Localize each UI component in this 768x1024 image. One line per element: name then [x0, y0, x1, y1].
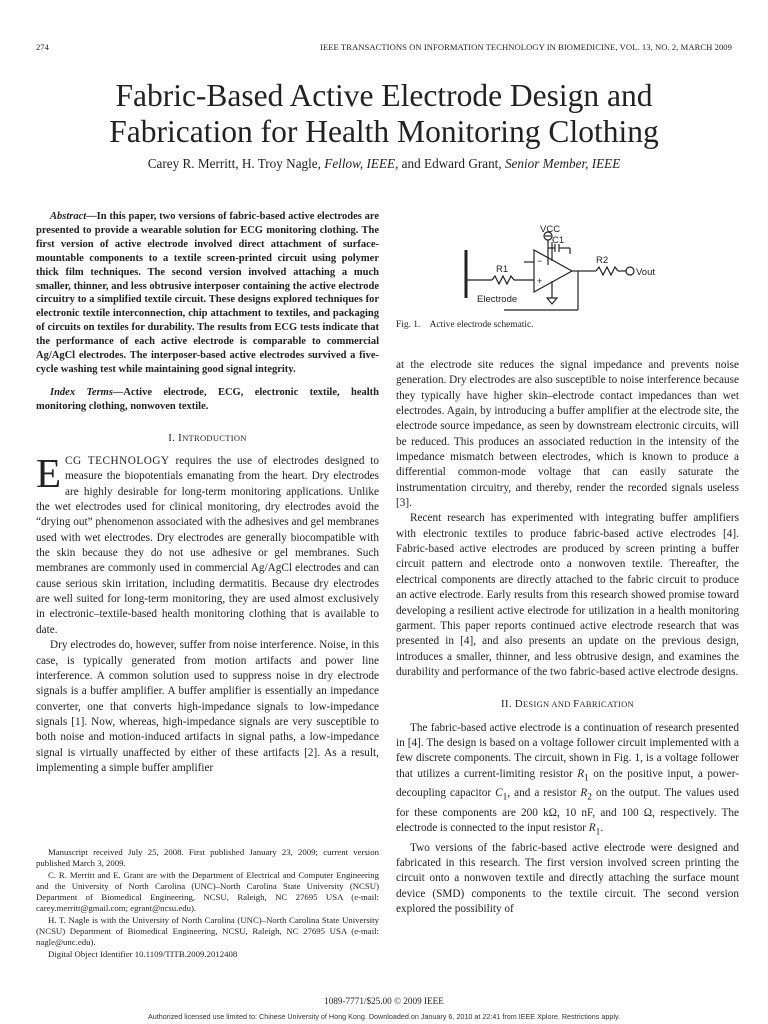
right-column: [396, 358, 739, 917]
label-minus: −: [537, 256, 543, 266]
index-terms-text: —Active electrode, ECG, electronic textile, health monitoring clothing, nonwoven textile.: [36, 386, 379, 412]
index-terms: [36, 386, 379, 414]
author-connector: , and Edward Grant,: [395, 156, 505, 171]
journal-header: IEEE TRANSACTIONS ON INFORMATION TECHNOLOGY IN BIOMEDICINE, VOL. 13, NO. 2, MARCH 2009: [320, 42, 732, 52]
right-paragraph-4: Two versions of the fabric-based active electrode were designed and fabricated in this research. The first version involved screen printing the circuit onto a nonwoven textile and directly attaching the surface mount device (SMD) components to the textile circuit. The second version explored the possibility of: [396, 841, 739, 916]
intro-paragraph-2: Dry electrodes do, however, suffer from noise interference. Noise, in this case, is typically generated from motion artifacts and power line interference. A common solution used to suppress noise in dry electrode signals is a buffer amplifier. A buffer amplifier is essentially an impedance converter, one that converts high-impedance signals to low-impedance signals [1]. Now, whereas, high-impedance signals are very susceptible to both noise and motion-induced artifacts in signal paths, a low-impedance signal is virtually unaffected by either of these artifacts [2]. As a result, implementing a simple buffer amplifier: [36, 639, 379, 774]
symbol-r1-b: R: [588, 822, 596, 835]
resistor-r1: [492, 276, 514, 284]
figure-caption-text: Active electrode schematic.: [429, 320, 534, 330]
intro-p1-text: requires the use of electrodes designed to measure the biopotentials emanating from the heart. Dry electrodes are highly desirable for long-term monitoring applications. Unlike the wet electrodes used for clinical monitoring, dry electrodes avoid the “drying out” phenomenon associated with the adhesives and gel membranes used with wet electrodes. Dry electrodes are generally biocompatible with the skin because they do not use adhesive or gel membranes. Such membranes are commonly used in commercial Ag/AgCl electrodes and can cause serious skin irritation, including dermatitis. Because dry electrodes are well suited for long-term monitoring, they are used almost exclusively in electronic–textile-based health monitoring clothing that is available to date.: [36, 455, 380, 636]
label-electrode: Electrode: [477, 294, 518, 305]
abstract: [36, 210, 379, 377]
first-words: CG TECHNOLOGY: [65, 455, 170, 468]
symbol-r1: R: [577, 767, 585, 780]
abstract-label: Abstract: [50, 211, 87, 222]
section-rest: NTRODUCTION: [182, 432, 247, 443]
footnote-merritt-grant: C. R. Merritt and E. Grant are with the Department of Electrical and Computer Engineering and the University of North Carolina (UNC)–North Carolina State University (NCSU) Department of Biomedical Engineering, NCSU, Raleigh, NC 27695 USA (e-mail: carey.merritt@gmail.com; egrant@ncsu.edu).: [36, 869, 379, 914]
p3-part-c: , and a resistor: [507, 787, 581, 800]
p3-part-a: The fabric-based active electrode is a continuation of research presented in [4]. The design is based on a voltage follower circuit implemented with a few discrete components. The circuit, shown in Fig. 1, is a voltage follower that utilizes a current-limiting resistor: [396, 721, 739, 780]
symbol-c1: C: [495, 787, 503, 800]
p3-part-b: on the positive input, a power-decoupling capacitor: [396, 767, 740, 800]
author-line: [60, 156, 708, 172]
right-paragraph-1: at the electrode site reduces the signal impedance and prevents noise generation. Dry electrodes are also susceptible to noise interference because they typically have higher skin–electrode contact impedances than wet electrodes. Again, by introducing a buffer amplifier at the electrode site, the electrode source impedance, as seen by downstream electronic circuits, will be reduced. This produces an associated reduction in the intensity of the impedance mismatch between electrodes, which is known to produce a differential common-mode voltage that can easily saturate the instrumentation circuitry, and thereby, render the recorded signals useless [3].: [396, 359, 739, 510]
author-role-fellow: Fellow, IEEE: [324, 156, 396, 171]
label-vcc: VCC: [540, 224, 561, 235]
active-electrode-schematic: [454, 220, 704, 312]
intro-paragraph-1: [36, 450, 380, 638]
footnote-doi: Digital Object Identifier 10.1109/TITB.2009.2012408: [48, 948, 238, 959]
page-number: 274: [36, 42, 49, 52]
footnote-nagle: H. T. Nagle is with the University of North Carolina (UNC)–North Carolina State University (NCSU) Department of Biomedical Engineering, NCSU, Raleigh, NC 27695 USA (e-mail: nagle@unc.edu).: [36, 914, 379, 948]
section2-d: D: [514, 698, 523, 711]
section2-esign: ESIGN AND: [522, 699, 574, 710]
symbol-c1-sub: 1: [502, 792, 508, 803]
label-plus: +: [537, 276, 543, 286]
section-numeral: I.: [168, 431, 179, 444]
section-heading-introduction: [36, 431, 379, 446]
footnotes: [36, 847, 379, 960]
right-paragraph-3: [396, 721, 739, 841]
label-vout: Vout: [636, 267, 656, 278]
p3-part-e: .: [600, 822, 604, 835]
p3-part-d: on the output. The values used for these components are 200 kΩ, 10 nF, and 100 Ω, respectively. The electrode is connected to the input resistor: [396, 787, 739, 835]
copyright-line: 1089-7771/$25.00 © 2009 IEEE: [324, 996, 444, 1006]
vout-terminal: [626, 267, 634, 275]
author-role-senior: Senior Member, IEEE: [504, 156, 621, 171]
label-r2: R2: [596, 255, 609, 266]
section2-numeral: II.: [501, 698, 515, 711]
label-c1: C1: [552, 235, 565, 246]
section-heading-design: [396, 697, 739, 712]
footnote-received: Manuscript received July 25, 2008. First published January 23, 2009; current version published March 3, 2009.: [36, 847, 379, 869]
license-notice: Authorized licensed use limited to: Chinese University of Hong Kong. Downloaded on January 6, 2010 at 22:41 from IEEE Xplore. Restrictions apply.: [147, 1012, 621, 1021]
symbol-r1-b-sub: 1: [595, 827, 601, 838]
author-names: Carey R. Merritt, H. Troy Nagle,: [147, 156, 325, 171]
drop-cap: E: [36, 450, 62, 497]
left-column: [36, 210, 379, 776]
label-r1: R1: [496, 264, 509, 275]
symbol-r2-sub: 2: [587, 792, 592, 803]
paper-title: Fabric-Based Active Electrode Design and Fabrication for Health Monitoring Clothing: [109, 78, 659, 149]
abstract-text: —In this paper, two versions of fabric-based active electrodes are presented to provide a wearable solution for ECG monitoring clothing. The first version of active electrode involved direct attachment of surface-mountable components to a textile screen-printed circuit using polymer thick film techniques. The second version involved attaching a much smaller, thinner, and less obtrusive interposer containing the active electrode circuitry to a simplified textile circuit. These designs explored techniques for electronic textile interconnection, chip attachment to textiles, and packaging of circuits on textiles for durability. The results from ECG tests indicate that the performance of each active electrode is comparable to commercial Ag/AgCl electrodes. The interposer-based active electrodes survived a five-cycle washing test while maintaining good signal integrity.: [36, 211, 379, 375]
section2-abrication: ABRICATION: [579, 699, 634, 710]
section-first-letter: I: [178, 431, 183, 444]
right-paragraph-2: Recent research has experimented with integrating buffer amplifiers with electronic textiles to produce fabric-based active electrodes [4]. Fabric-based active electrodes are produced by screen printing a buffer circuit pattern and electrode onto a nonwoven textile. Thereafter, the electrical components are directly attached to the fabric circuit to produce an active electrode. Early results from this research showed promise toward developing a resilient active electrode for utilization in a health monitoring garment. This paper reports continued active electrode research that was presented in [4], and also presents an update on the previous design, introduces a smaller, thinner, and less obtrusive design, and examines the durability and performance of the two fabric-based active electrode designs.: [396, 512, 739, 678]
resistor-r2: [596, 267, 618, 275]
ground-symbol: [547, 298, 557, 304]
section2-f: F: [573, 698, 580, 711]
figure-caption-label: Fig. 1.: [396, 320, 421, 330]
figure-caption: [396, 320, 533, 330]
index-terms-label: Index Terms: [50, 386, 113, 398]
symbol-r1-sub: 1: [584, 772, 589, 783]
symbol-r2: R: [580, 787, 588, 800]
